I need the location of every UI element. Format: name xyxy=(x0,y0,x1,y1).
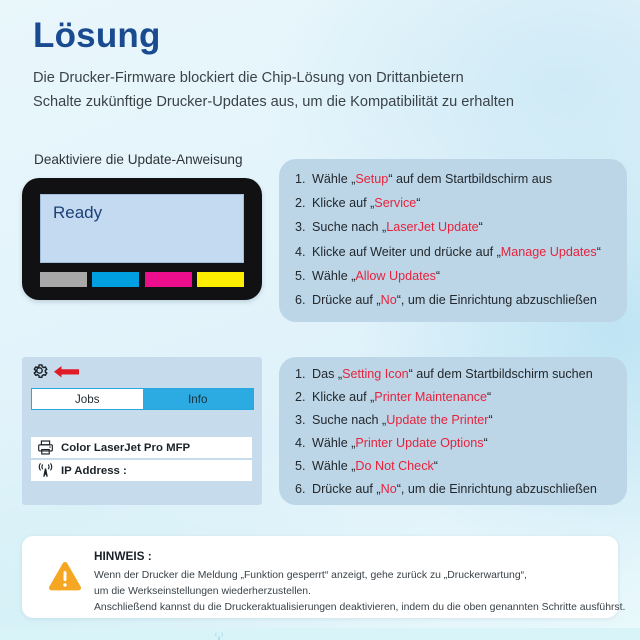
note-line-2: um die Werkseinstellungen wiederherzustellen. xyxy=(94,586,311,598)
page-subtitle xyxy=(33,67,633,115)
settings-topbar xyxy=(22,357,262,384)
step-highlight-term: Service xyxy=(374,196,417,211)
printer-settings-screen-mock xyxy=(22,357,262,505)
printer-icon xyxy=(37,440,54,455)
step-text-pre: Suche nach „ xyxy=(312,220,387,235)
printer-model-label: Color LaserJet Pro MFP xyxy=(61,441,191,454)
step-text-post: “ xyxy=(478,220,483,235)
gear-icon[interactable] xyxy=(30,361,49,380)
step-text-post: “ auf dem Startbildschirm suchen xyxy=(408,367,593,381)
panel-two-step-2 xyxy=(295,391,627,404)
bottom-section-teaser xyxy=(0,628,640,640)
panel-one-step-6 xyxy=(295,294,627,307)
row-ip-address[interactable] xyxy=(31,460,252,481)
teaser-wireless-icon xyxy=(211,631,227,640)
panel-two-step-5 xyxy=(295,460,627,473)
panel-one-step-4 xyxy=(295,246,627,259)
step-highlight-term: No xyxy=(380,292,397,307)
step-text-pre: Wähle „ xyxy=(312,172,356,186)
magenta-toner-swatch xyxy=(145,272,192,287)
note-line-1: Wenn der Drucker die Meldung „Funktion gesperrt“ anzeigt, gehe zurück zu „Druckerwartung“, xyxy=(94,570,527,581)
step-text-post: “, um die Einrichtung abzuschließen xyxy=(396,292,597,307)
note-title: HINWEIS : xyxy=(94,549,152,563)
panel-one-step-5 xyxy=(295,270,627,283)
panel-two-step-4 xyxy=(295,437,627,450)
step-text-post: “ auf dem Startbildschirm aus xyxy=(388,172,553,186)
warning-triangle-icon xyxy=(47,560,83,593)
black-toner-swatch xyxy=(40,272,87,287)
step-text-post: “, um die Einrichtung abzuschließen xyxy=(396,481,597,496)
step-text-pre: Suche nach „ xyxy=(312,412,387,427)
step-text-post: “ xyxy=(483,435,488,450)
step-highlight-term: Setting Icon xyxy=(342,367,409,381)
ip-address-label: IP Address : xyxy=(61,464,127,477)
settings-tabs xyxy=(31,388,254,410)
yellow-toner-swatch xyxy=(197,272,244,287)
instruction-panel-one xyxy=(279,159,627,322)
step-text-pre: Drücke auf „ xyxy=(312,292,381,307)
step-highlight-term: Printer Update Options xyxy=(355,435,484,450)
step-text-pre: Klicke auf Weiter und drücke auf „ xyxy=(312,244,501,259)
step-text-pre: Klicke auf „ xyxy=(312,196,375,211)
instruction-list-two xyxy=(279,357,627,496)
lcd-status-text: Ready xyxy=(53,203,103,222)
step-highlight-term: Printer Maintenance xyxy=(374,389,488,404)
instruction-list-one xyxy=(279,159,627,307)
header xyxy=(33,16,633,115)
panel-two-step-1 xyxy=(295,368,627,381)
red-cursor-arrow-icon xyxy=(53,365,80,378)
step-text-pre: Wähle „ xyxy=(312,458,356,473)
step-text-post: “ xyxy=(488,412,493,427)
printer-lcd-screen xyxy=(40,194,244,263)
note-box xyxy=(22,536,626,618)
step-highlight-term: Setup xyxy=(355,172,389,186)
step-text-post: “ xyxy=(596,244,601,259)
tab-jobs[interactable]: Jobs xyxy=(32,389,143,409)
page-title: Lösung xyxy=(33,16,161,55)
step-highlight-term: Update the Printer xyxy=(386,412,489,427)
panel-two-step-6 xyxy=(295,483,627,496)
toner-swatch-row xyxy=(40,272,244,287)
step-highlight-term: No xyxy=(380,481,397,496)
step-text-pre: Klicke auf „ xyxy=(312,389,375,404)
step-text-pre: Drücke auf „ xyxy=(312,481,381,496)
step-text-pre: Wähle „ xyxy=(312,435,356,450)
step-text-post: “ xyxy=(487,389,492,404)
step-text-pre: Wähle „ xyxy=(312,268,356,283)
wireless-signal-icon xyxy=(37,463,54,478)
tab-info[interactable]: Info xyxy=(143,389,254,409)
step-text-post: “ xyxy=(435,268,441,283)
instruction-panel-two xyxy=(279,357,627,505)
step-text-post: “ xyxy=(433,458,438,473)
panel-two-step-3 xyxy=(295,414,627,427)
note-body xyxy=(94,549,626,616)
subtitle-line-1: Die Drucker-Firmware blockiert die Chip-Lösung von Drittanbietern xyxy=(33,70,464,87)
step-highlight-term: Manage Updates xyxy=(500,244,597,259)
step-highlight-term: Do Not Check xyxy=(355,458,434,473)
step-highlight-term: LaserJet Update xyxy=(386,220,479,235)
step-text-pre: Das „ xyxy=(312,367,343,381)
cyan-toner-swatch xyxy=(92,272,139,287)
step-text-post: “ xyxy=(416,196,421,211)
row-printer-model[interactable] xyxy=(31,437,252,458)
note-line-3: Anschließend kannst du die Druckeraktualisierungen deaktivieren, indem du die oben genannten Schritte ausführst. xyxy=(94,602,626,614)
step-highlight-term: Allow Updates xyxy=(355,268,436,283)
section-label-deactivate-update: Deaktiviere die Update-Anweisung xyxy=(34,152,243,167)
printer-control-panel-mock xyxy=(22,178,262,300)
panel-one-step-1 xyxy=(295,173,627,186)
panel-one-step-2 xyxy=(295,197,627,210)
panel-one-step-3 xyxy=(295,221,627,234)
subtitle-line-2: Schalte zukünftige Drucker-Updates aus, um die Kompatibilität zu erhalten xyxy=(33,94,515,111)
